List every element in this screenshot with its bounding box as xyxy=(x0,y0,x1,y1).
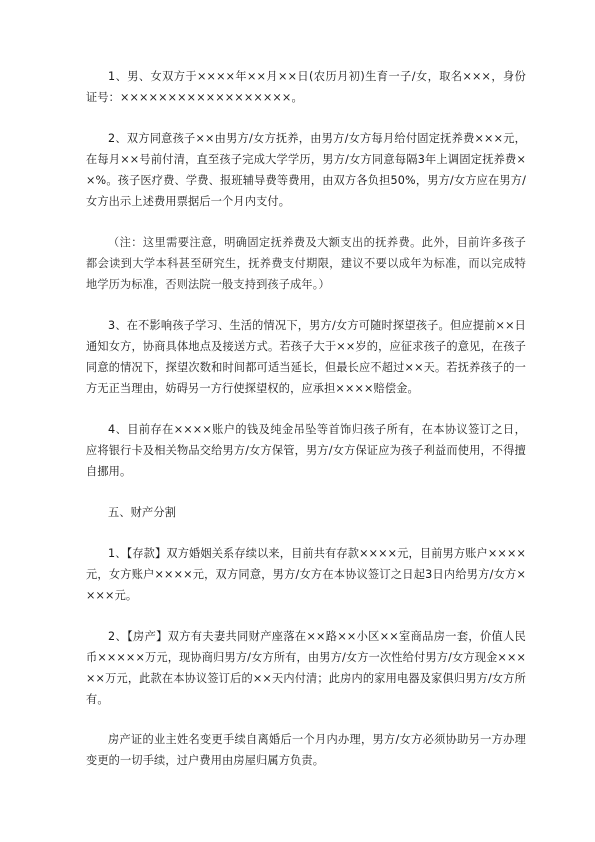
child-assets-clause: 4、目前存在××××账户的钱及纯金吊坠等首饰归孩子所有，在本协议签订之日，应将银行卡及相关物品交给男方/女方保管，男方/女方保证应为孩子利益而使用，不得擅自挪用。 xyxy=(86,423,526,478)
document-body xyxy=(86,66,526,771)
child-birth-clause: 1、男、女双方于××××年××月××日(农历月初)生育一子/女，取名×××，身份证号：××××××××××××××××××。 xyxy=(86,70,526,104)
real-estate-clause: 2、【房产】双方有夫妻共同财产座落在××路××小区××室商品房一套，价值人民币×××××万元，现协商归男方/女方所有，由男方/女方一次性给付男方/女方现金×××××万元，此款在本协议签订后的××天内付清；此房内的家用电器及家俱归男方/女方所有。 xyxy=(86,630,526,706)
savings-clause: 1、【存款】双方婚姻关系存续以来，目前共有存款××××元，目前男方账户××××元，女方账户××××元，双方同意，男方/女方在本协议签订之日起3日内给男方/女方××××元。 xyxy=(86,547,526,602)
section-heading-property: 五、财产分割 xyxy=(108,506,177,519)
title-transfer-clause: 房产证的业主姓名变更手续自离婚后一个月内办理，男方/女方必须协助另一方办理变更的一切手续，过户费用由房屋归属方负责。 xyxy=(86,733,526,767)
custody-support-clause: 2、双方同意孩子××由男方/女方抚养，由男方/女方每月给付固定抚养费×××元，在每月××号前付清，直至孩子完成大学学历，男方/女方同意每隔3年上调固定抚养费××%。孩子医疗费、学费、报班辅导费等费用，由双方各负担50%，男方/女方应在男方/女方出示上述费用票据后一个月内支付。 xyxy=(86,132,526,208)
visitation-clause: 3、在不影响孩子学习、生活的情况下，男方/女方可随时探望孩子。但应提前××日通知女方，协商具体地点及接送方式。若孩子大于××岁的，应征求孩子的意见，在孩子同意的情况下，探望次数和时间都可适当延长，但最长应不超过××天。若抚养孩子的一方无正当理由，妨碍另一方行使探望权的，应承担××××赔偿金。 xyxy=(86,319,526,395)
support-note: （注：这里需要注意，明确固定抚养费及大额支出的抚养费。此外，目前许多孩子都会读到大学本科甚至研究生，抚养费支付期限，建议不要以成年为标准，而以完成特地学历为标准，否则法院一般支持到孩子成年。） xyxy=(86,236,526,291)
